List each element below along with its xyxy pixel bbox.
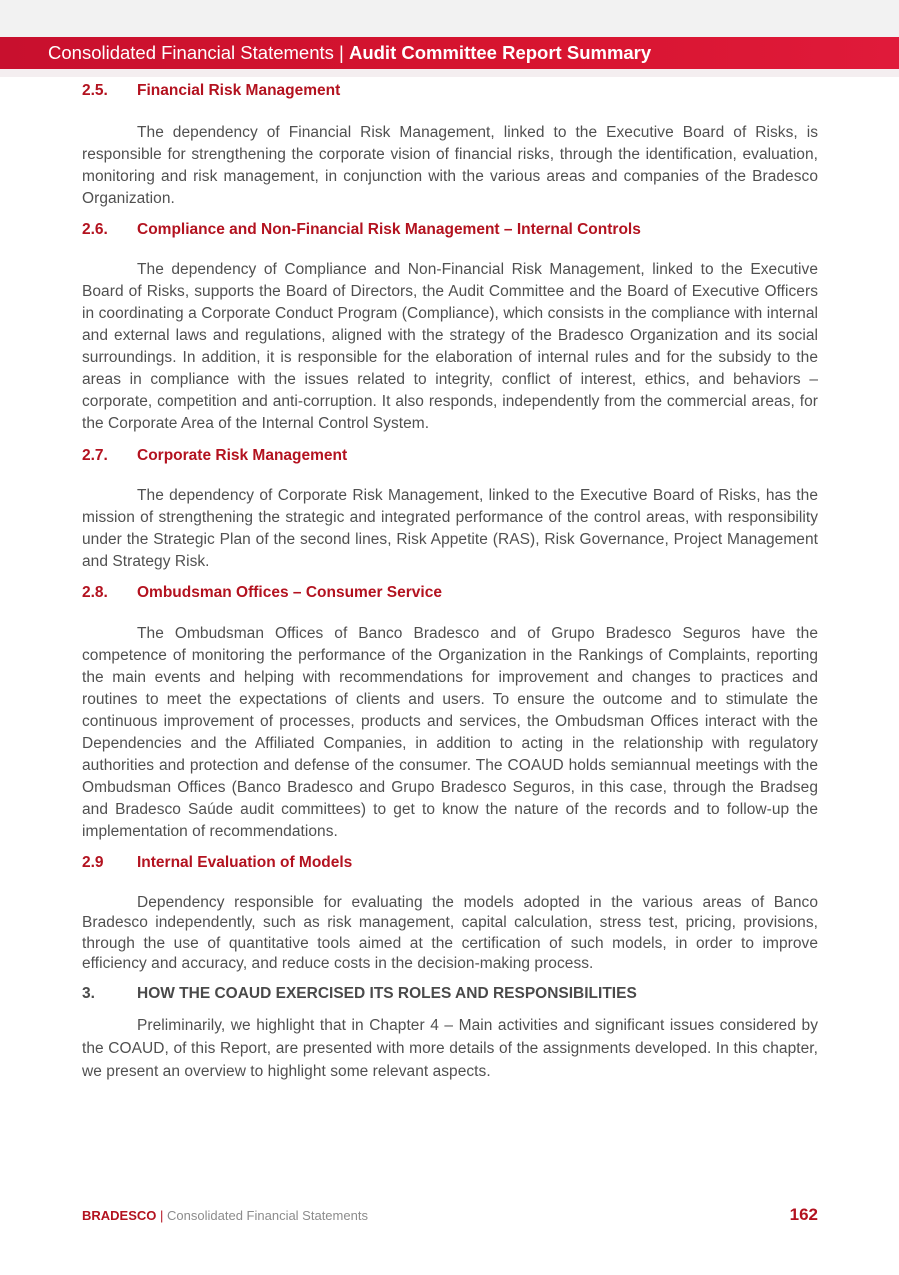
section-title: Ombudsman Offices – Consumer Service xyxy=(137,584,442,601)
section-paragraph-2-5: The dependency of Financial Risk Management, linked to the Executive Board of Risks, is responsible for strengthening the corporate vision of financial risks, through the identification, evaluation, monitoring and risk management, in conjunction with the various areas and companies of the Bradesco Organization. xyxy=(82,124,818,207)
section-title: HOW THE COAUD EXERCISED ITS ROLES AND RESPONSIBILITIES xyxy=(137,984,637,1002)
section-number: 2.5. xyxy=(82,82,108,99)
footer-separator: | xyxy=(160,1208,164,1223)
section-number: 2.8. xyxy=(82,584,108,601)
top-margin xyxy=(0,0,899,37)
header-title-bold: Audit Committee Report Summary xyxy=(348,42,652,63)
section-title: Internal Evaluation of Models xyxy=(137,854,353,871)
header-banner xyxy=(0,37,899,69)
section-heading-2-8 xyxy=(82,583,818,603)
footer-label: Consolidated Financial Statements xyxy=(167,1208,368,1223)
section-number: 3. xyxy=(82,984,95,1002)
section-paragraph-2-6: The dependency of Compliance and Non-Financial Risk Management, linked to the Executive Board of Risks, supports the Board of Directors, the Audit Committee and the Board of Executive Officers in coordinating a Corporate Conduct Program (Compliance), which consists in the compliance with internal and external laws and regulations, aligned with the strategy of the Bradesco Organization and its social surroundings. In addition, it is responsible for the elaboration of internal rules and for the subsidy to the areas in compliance with the issues related to integrity, conflict of interest, ethics, and behaviors – corporate, competition and anti-corruption. It also responds, independently from the commercial areas, for the Corporate Area of the Internal Control System. xyxy=(82,261,818,432)
section-heading-3 xyxy=(82,984,818,1004)
section-number: 2.7. xyxy=(82,447,108,464)
footer-brand: BRADESCO xyxy=(82,1208,157,1223)
section-heading-2-5 xyxy=(82,81,818,101)
section-paragraph-2-8: The Ombudsman Offices of Banco Bradesco and of Grupo Bradesco Seguros have the competence of monitoring the performance of the Organization in the Rankings of Complaints, reporting the main events and helping with recommendations for improvement and changes to practices and routines to meet the expectations of clients and users. To ensure the outcome and to stimulate the continuous improvement of processes, products and services, the Ombudsman Offices interact with the Dependencies and the Affiliated Companies, in addition to acting in the relationship with regulatory authorities and protection and defense of the consumer. The COAUD holds semiannual meetings with the Ombudsman Offices (Banco Bradesco and Grupo Bradesco Seguros, in this case, through the Bradseg and Bradesco Saúde audit committees) to get to know the nature of the records and to follow-up the implementation of recommendations. xyxy=(82,625,818,840)
section-number: 2.6. xyxy=(82,221,108,238)
section-paragraph-2-9: Dependency responsible for evaluating the models adopted in the various areas of Banco Bradesco independently, such as risk management, capital calculation, stress test, pricing, provisions, through the use of quantitative tools aimed at the certification of such models, in order to improve efficiency and accuracy, and reduce costs in the decision-making process. xyxy=(82,894,818,973)
section-heading-2-6 xyxy=(82,220,818,240)
page-number: 162 xyxy=(789,1205,818,1224)
header-title-regular: Consolidated Financial Statements | xyxy=(48,42,349,63)
section-number: 2.9 xyxy=(82,854,104,871)
section-heading-2-7 xyxy=(82,446,818,466)
document-body xyxy=(82,77,818,1084)
page-footer xyxy=(82,1205,818,1227)
header-shadow xyxy=(0,69,899,77)
section-title: Financial Risk Management xyxy=(137,82,341,99)
section-title: Compliance and Non-Financial Risk Management – Internal Controls xyxy=(137,221,641,238)
section-heading-2-9 xyxy=(82,853,818,873)
section-title: Corporate Risk Management xyxy=(137,447,348,464)
section-paragraph-3: Preliminarily, we highlight that in Chapter 4 – Main activities and significant issues considered by the COAUD, of this Report, are presented with more details of the assignments developed. In this chapter, we present an overview to highlight some relevant aspects. xyxy=(82,1016,818,1081)
section-paragraph-2-7: The dependency of Corporate Risk Management, linked to the Executive Board of Risks, has the mission of strengthening the strategic and integrated performance of the control areas, with responsibility under the Strategic Plan of the second lines, Risk Appetite (RAS), Risk Governance, Project Management and Strategy Risk. xyxy=(82,487,818,570)
